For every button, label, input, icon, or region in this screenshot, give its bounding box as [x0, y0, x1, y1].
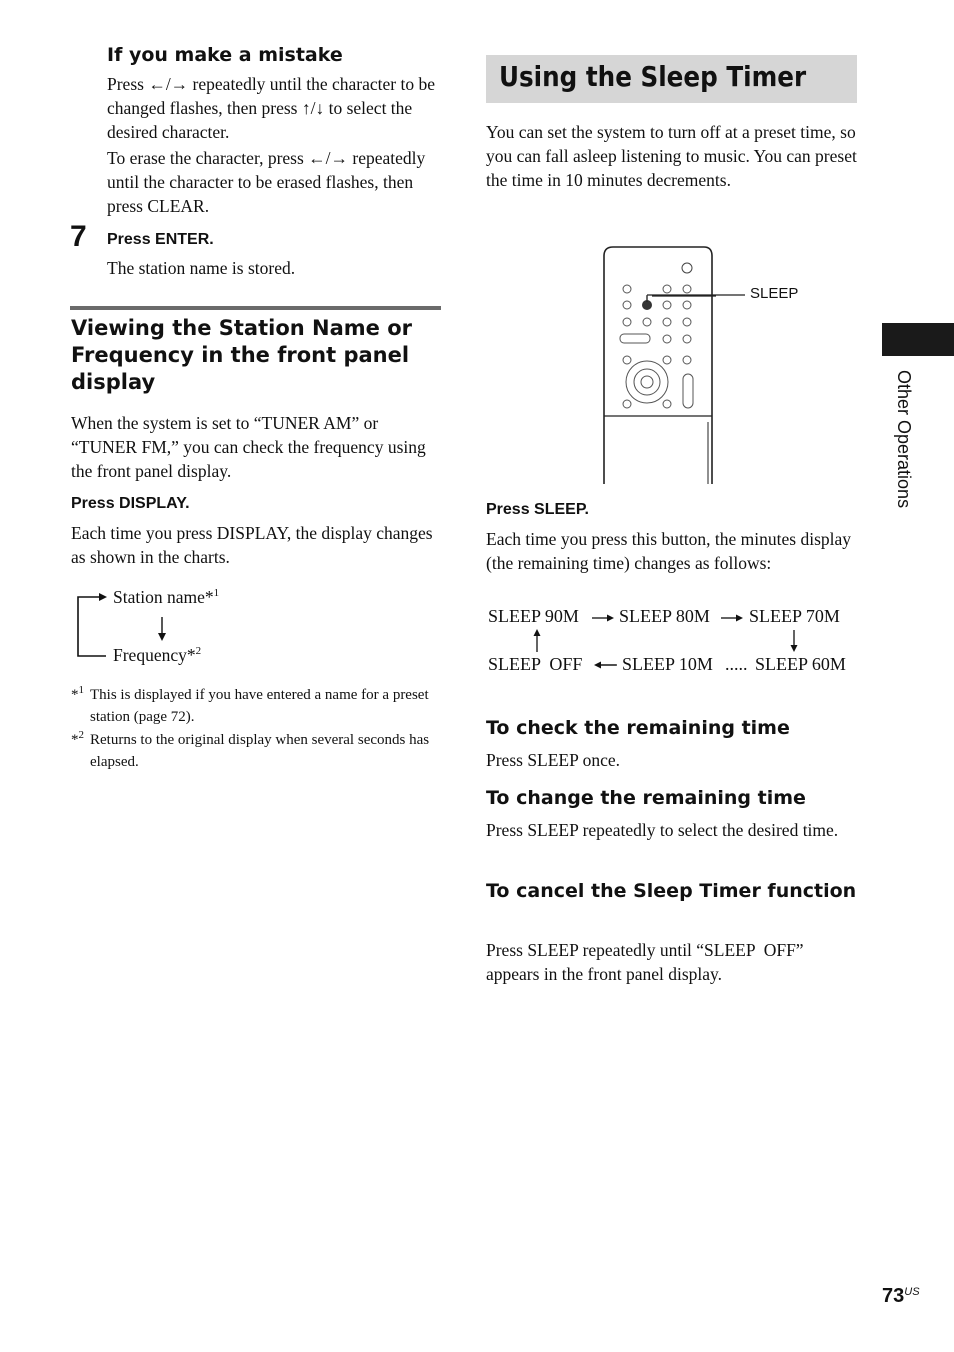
cancel-text: Press SLEEP repeatedly until “SLEEP OFF” appears in the front panel display.: [486, 940, 808, 984]
section-intro: When the system is set to “TUNER AM” or “TUNER FM,” you can check the frequency using the front panel display.: [71, 413, 426, 481]
step-label: Press ENTER.: [107, 231, 214, 248]
sleep-sequence-arrows: [520, 608, 820, 666]
seq-sleep-10m: SLEEP 10M: [622, 654, 713, 674]
cycle-frequency: Frequency*$^2$: [113, 645, 202, 665]
press-sleep-label: Press SLEEP.: [486, 501, 589, 518]
mistake-heading: If you make a mistake: [107, 44, 343, 66]
mistake-paragraph-1: Press ←/→ repeatedly until the character to be changed flashes, then press ↑/↓ to select the desired character.: [107, 74, 436, 142]
seq-sleep-60m: SLEEP 60M: [755, 654, 846, 674]
seq-sleep-70m: SLEEP 70M: [749, 606, 840, 626]
seq-sleep-off: SLEEP OFF: [488, 654, 583, 674]
check-text: Press SLEEP once.: [486, 750, 620, 770]
change-text: Press SLEEP repeatedly to select the desired time.: [486, 820, 839, 840]
check-heading: To check the remaining time: [486, 717, 790, 739]
seq-dots: .....: [725, 654, 748, 674]
change-heading: To change the remaining time: [486, 787, 806, 809]
step-number: 7: [70, 220, 87, 253]
cancel-heading: To cancel the Sleep Timer function: [486, 880, 857, 902]
footnote-2: *$^2$ Returns to the original display when several seconds has elapsed.: [71, 729, 430, 770]
press-display-desc: Each time you press DISPLAY, the display changes as shown in the charts.: [71, 523, 433, 567]
mistake-paragraph-2: To erase the character, press ←/→ repeatedly until the character to be erased flashes, then press CLEAR.: [107, 148, 426, 216]
footnote-1: *$^1$ This is displayed if you have entered a name for a preset station (page 72).: [71, 684, 429, 725]
press-sleep-desc: Each time you press this button, the minutes display (the remaining time) changes as follows:: [486, 529, 852, 573]
title-bar: [486, 55, 857, 103]
step-result: The station name is stored.: [107, 258, 296, 278]
page-number: $73^{US}$: [882, 1285, 920, 1307]
press-display-label: Press DISPLAY.: [71, 495, 190, 512]
sleep-left-arrow: [593, 659, 619, 671]
seq-sleep-90m: SLEEP 90M: [488, 606, 579, 626]
section-heading: Viewing the Station Name or Frequency in the front panel display: [71, 316, 412, 394]
sleep-callout-label: SLEEP: [750, 285, 799, 302]
cycle-station-name: Station name*$^1$: [113, 587, 220, 607]
section-rule: [70, 306, 441, 310]
seq-sleep-80m: SLEEP 80M: [619, 606, 710, 626]
remote-control-illustration: [600, 244, 716, 484]
sleep-callout-line: [645, 292, 745, 304]
page-title: Using the Sleep Timer: [499, 60, 807, 93]
side-tab: [892, 370, 914, 540]
sleep-intro: You can set the system to turn off at a preset time, so you can fall asleep listening to music. You can preset the time in 10 minutes decrements.: [486, 122, 857, 190]
side-tab-label: Other Operations: [894, 370, 914, 509]
side-tab-marker: [882, 323, 954, 356]
